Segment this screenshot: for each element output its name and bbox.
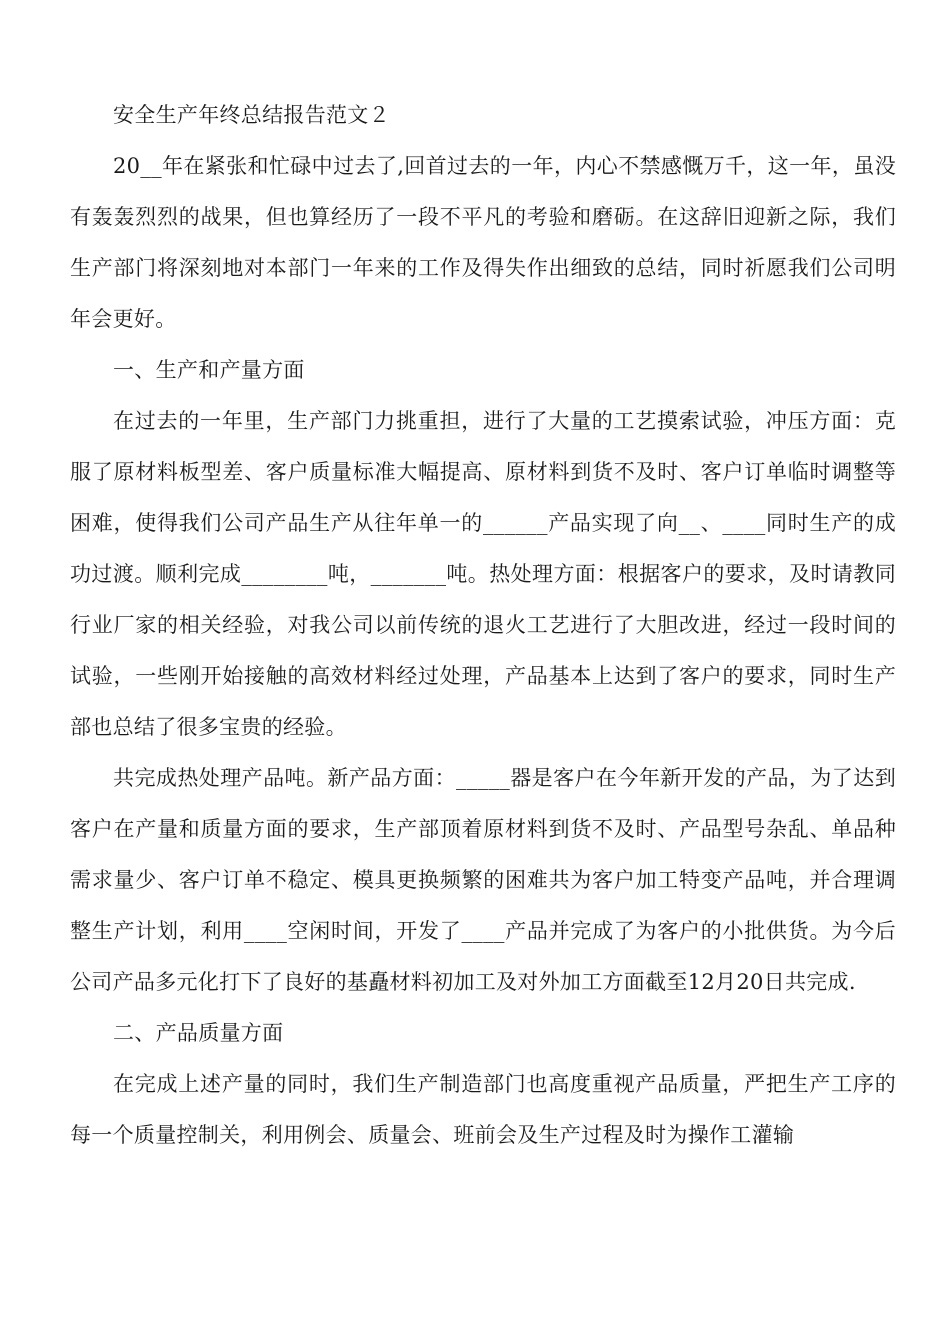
section-heading-production: 一、生产和产量方面 bbox=[113, 358, 305, 382]
production-paragraph: 在过去的一年里，生产部门力挑重担，进行了大量的工艺摸索试验，冲压方面：克服了原材料板型差、客户质量标准大幅提高、原材料到货不及时、客户订单临时调整等困难，使得我们公司产品生产从往年单一的______产品实现了向__、____同时生产的成功过渡。顺利完成________吨，_______吨。热处理方面：根据客户的要求，及时请教同行业厂家的相关经验，对我公司以前传统的退火工艺进行了大胆改进，经过一段时间的试验，一些刚开始接触的高效材料经过处理，产品基本上达到了客户的要求，同时生产部也总结了很多宝贵的经验。 bbox=[70, 409, 896, 739]
new-products-paragraph: 共完成热处理产品吨。新产品方面：_____器是客户在今年新开发的产品，为了达到客户在产量和质量方面的要求，生产部顶着原材料到货不及时、产品型号杂乱、单品种需求量少、客户订单不稳定、模具更换频繁的困难共为客户加工特变产品吨，并合理调整生产计划，利用____空闲时间，开发了____产品并完成了为客户的小批供货。为今后公司产品多元化打下了良好的基矗材料初加工及对外加工方面截至12月20日共完成. bbox=[70, 766, 896, 994]
document-body bbox=[70, 90, 896, 1161]
document-title: 安全生产年终总结报告范文２ bbox=[113, 103, 390, 127]
section-heading-quality: 二、产品质量方面 bbox=[113, 1021, 284, 1045]
quality-paragraph: 在完成上述产量的同时，我们生产制造部门也高度重视产品质量，严把生产工序的每一个质量控制关，利用例会、质量会、班前会及生产过程及时为操作工灌输 bbox=[70, 1072, 896, 1147]
intro-paragraph: 20__年在紧张和忙碌中过去了,回首过去的一年，内心不禁感慨万千，这一年，虽没有轰轰烈烈的战果，但也算经历了一段不平凡的考验和磨砺。在这辞旧迎新之际，我们生产部门将深刻地对本部门一年来的工作及得失作出细致的总结，同时祈愿我们公司明年会更好。 bbox=[70, 154, 896, 331]
